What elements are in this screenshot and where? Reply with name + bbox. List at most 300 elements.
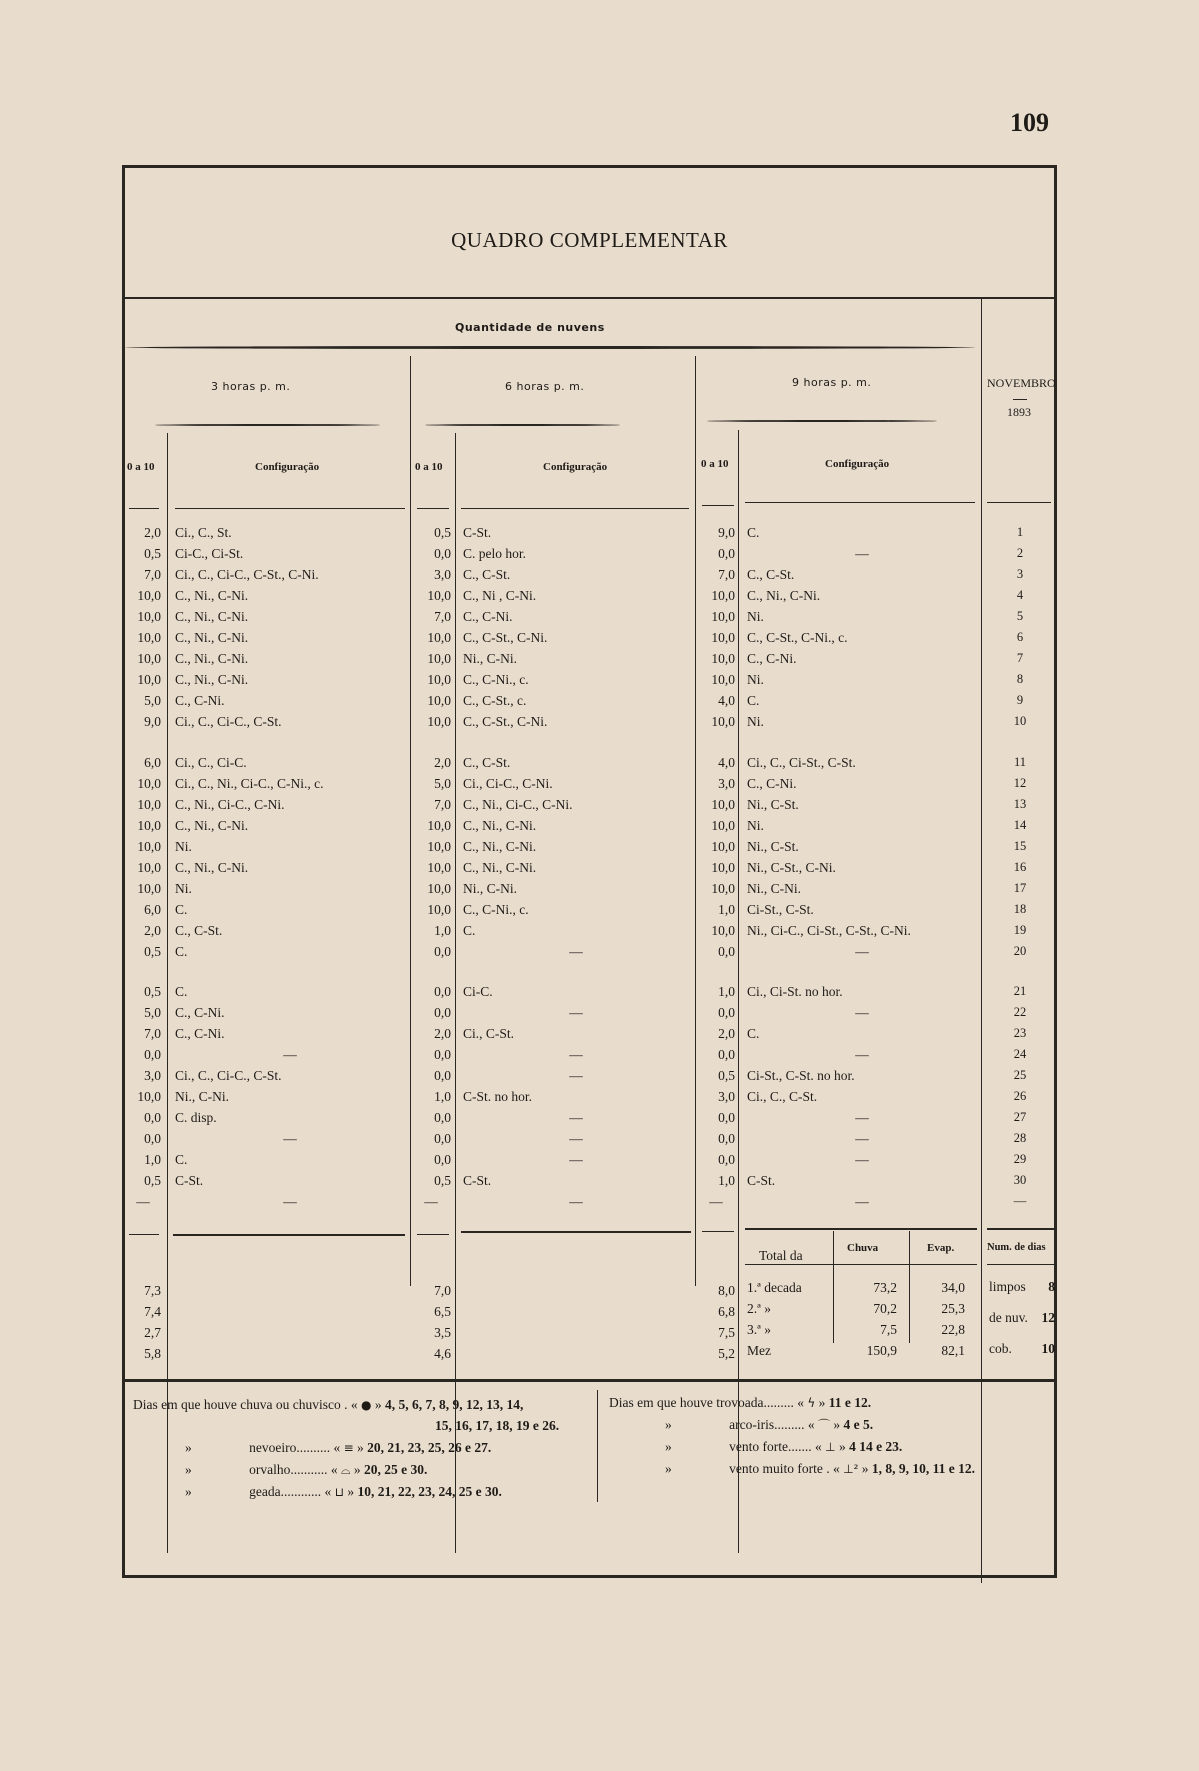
summary-9-value: 6,8 — [718, 1304, 735, 1319]
config-9-cell: C., C-St. — [747, 567, 795, 582]
config-6-cell: C. — [463, 923, 476, 938]
footer-rain — [133, 1394, 523, 1416]
table-row — [125, 899, 1054, 920]
scale-9-cell: 10,0 — [711, 651, 735, 666]
config-9-cell: Ci-St., C-St. — [747, 902, 814, 917]
day-cell: 8 — [1016, 672, 1024, 686]
rainbow-mark: » — [833, 1417, 841, 1432]
dew-lead: « — [330, 1462, 338, 1477]
dew-arc-icon: ⌓ — [341, 1463, 351, 1477]
scale-9-cell: 3,0 — [718, 776, 735, 791]
thunder-lead: « — [797, 1395, 804, 1410]
table-title: QUADRO COMPLEMENTAR — [451, 228, 728, 252]
config-9-cell: Ni., C-St., C-Ni. — [747, 860, 836, 875]
scale-6-cell: 10,0 — [427, 630, 451, 645]
scale-6-cell: 0,0 — [434, 944, 451, 959]
config-3-cell: C. — [175, 1152, 188, 1167]
summary-9-value: 5,2 — [718, 1346, 735, 1361]
config-3-cell: C., Ni., C-Ni. — [175, 860, 249, 875]
rain-days: 4, 5, 6, 7, 8, 9, 12, 13, 14, — [384, 1397, 524, 1412]
config-9-cell: — — [855, 944, 869, 959]
config-9-cell: C. — [747, 525, 760, 540]
config-3-cell: — — [283, 1194, 297, 1209]
config-9-cell: C., C-Ni. — [747, 776, 797, 791]
config-6-cell: C. pelo hor. — [463, 546, 526, 561]
wind-strong-icon: ⊥² — [843, 1462, 859, 1476]
thunder-days: 11 e 12. — [828, 1395, 872, 1410]
scale-9-cell: 10,0 — [711, 609, 735, 624]
rain-label: chuva ou chuvisco . — [240, 1397, 348, 1412]
rain-lead: « — [350, 1397, 358, 1412]
day-cell: 10 — [1013, 714, 1027, 728]
scale-3-cell: 3,0 — [144, 1068, 161, 1083]
summary-3-value: 7,4 — [144, 1304, 161, 1319]
summary-9-value: 8,0 — [718, 1283, 735, 1298]
fog-lead: « — [333, 1440, 341, 1455]
subheader-rule-month — [987, 502, 1051, 503]
rainbow-lead: « — [807, 1417, 815, 1432]
config-3-cell: C-St. — [175, 1173, 204, 1188]
rainbow-ditto: » — [665, 1417, 672, 1432]
table-row — [125, 1065, 1054, 1086]
config-9-cell: Ni., Ci-C., Ci-St., C-St., C-Ni. — [747, 923, 911, 938]
scale-6-cell: 7,0 — [434, 797, 451, 812]
thunder-icon: ϟ — [807, 1396, 816, 1410]
scale-6-cell: 1,0 — [434, 923, 451, 938]
header-rule — [125, 297, 1057, 299]
config-9-cell: — — [855, 1194, 869, 1209]
scale-6-cell: 10,0 — [427, 651, 451, 666]
day-cell: 1 — [1016, 525, 1024, 539]
numdias-header: Num. de dias — [987, 1242, 1046, 1253]
config-6-cell: — — [569, 1005, 583, 1020]
scale-3-cell: 10,0 — [137, 651, 161, 666]
config-9-cell: C. — [747, 693, 760, 708]
frost-dots: ............ — [280, 1484, 322, 1499]
frost-ditto: » — [185, 1484, 192, 1499]
subheader-rule-3a — [129, 508, 159, 509]
config-6-cell: C-St. no hor. — [463, 1089, 533, 1104]
scale-3-cell: 0,5 — [144, 984, 161, 999]
scale-9-cell: 3,0 — [718, 1089, 735, 1104]
day-cell: 18 — [1013, 902, 1027, 916]
config-9-cell: C. — [747, 1026, 760, 1041]
day-cell: 20 — [1013, 944, 1027, 958]
config-6-cell: — — [569, 1131, 583, 1146]
summary-header-rule — [745, 1264, 977, 1265]
scale-6-cell: 10,0 — [427, 902, 451, 917]
day-cell: 23 — [1013, 1026, 1027, 1040]
config-3-cell: C., Ni., Ci-C., C-Ni. — [175, 797, 285, 812]
wind-lead: « — [814, 1439, 822, 1454]
scale-9-cell: 1,0 — [718, 902, 735, 917]
table-row — [125, 648, 1054, 669]
subheader-rule-6a — [417, 508, 449, 509]
config-6-cell: — — [569, 1194, 583, 1209]
scale-6-cell: 0,0 — [434, 1131, 451, 1146]
scale-9-cell: 10,0 — [711, 818, 735, 833]
table-row — [125, 627, 1054, 648]
config-3-header: Configuração — [255, 461, 320, 473]
scale-6-cell: 3,0 — [434, 567, 451, 582]
config-6-cell: C., C-St., C-Ni. — [463, 714, 548, 729]
fog-label: nevoeiro — [249, 1440, 297, 1455]
day-cell: 7 — [1016, 651, 1024, 665]
config-3-cell: C. disp. — [175, 1110, 217, 1125]
config-9-cell: — — [855, 1047, 869, 1062]
config-3-cell: Ci., C., St. — [175, 525, 232, 540]
config-9-cell: Ci., Ci-St. no hor. — [747, 984, 843, 999]
day-cell: 13 — [1013, 797, 1027, 811]
day-cell: 5 — [1016, 609, 1024, 623]
scale-3-cell: 10,0 — [137, 630, 161, 645]
scale-6-cell: 0,5 — [434, 1173, 451, 1188]
table-row — [125, 1128, 1054, 1149]
footer-rain-2: 15, 16, 17, 18, 19 e 26. — [435, 1418, 560, 1433]
summary-evap-value: 25,3 — [941, 1301, 965, 1316]
summary-chuva-value: 73,2 — [873, 1280, 897, 1295]
chuva-left-divider — [833, 1231, 834, 1343]
scale-6-cell: 0,0 — [434, 546, 451, 561]
subheader-rule-3b — [175, 508, 405, 509]
scale-3-cell: 10,0 — [137, 881, 161, 896]
summary-rule-month — [987, 1228, 1057, 1230]
config-6-cell: C-St. — [463, 525, 492, 540]
config-6-cell: C., Ni., Ci-C., C-Ni. — [463, 797, 573, 812]
scale-3-cell: 5,0 — [144, 1005, 161, 1020]
rainbow-label: arco-iris — [729, 1417, 775, 1432]
period-3-label: 3 horas p. m. — [211, 380, 291, 393]
scale-9-cell: 10,0 — [711, 672, 735, 687]
table-row — [125, 1149, 1054, 1170]
table-row — [125, 752, 1054, 773]
config-6-header: Configuração — [543, 461, 608, 473]
table-row — [125, 1170, 1054, 1191]
config-6-cell: Ni., C-Ni. — [463, 881, 517, 896]
table-row — [125, 981, 1054, 1002]
summary-rule-9b — [745, 1228, 977, 1230]
wind-strong-days: 1, 8, 9, 10, 11 e 12. — [871, 1461, 975, 1476]
num-days-value: 12 — [1041, 1310, 1055, 1325]
table-row — [125, 543, 1054, 564]
config-6-cell: C., Ni , C-Ni. — [463, 588, 537, 603]
summary-chuva-value: 7,5 — [880, 1322, 897, 1337]
wind-label: vento forte — [729, 1439, 788, 1454]
footer-rainbow — [665, 1414, 873, 1436]
scale-6-cell: 10,0 — [427, 672, 451, 687]
day-cell: 11 — [1013, 755, 1027, 769]
table-row — [125, 1044, 1054, 1065]
scale-3-cell: 0,0 — [144, 1047, 161, 1062]
group-header: Quantidade de nuvens — [455, 321, 605, 334]
config-3-cell: C., Ni., C-Ni. — [175, 630, 249, 645]
footer-wind — [665, 1436, 902, 1458]
summary-rule-9a — [702, 1231, 734, 1232]
day-cell: 29 — [1013, 1152, 1027, 1166]
wind-days: 4 14 e 23. — [849, 1439, 903, 1454]
scale-9-cell: 2,0 — [718, 1026, 735, 1041]
config-9-cell: C., C-St., C-Ni., c. — [747, 630, 848, 645]
day-cell: 26 — [1013, 1089, 1027, 1103]
wind-strong-lead: « — [832, 1461, 840, 1476]
config-3-cell: C., Ni., C-Ni. — [175, 651, 249, 666]
summary-period-label: Mez — [747, 1343, 771, 1358]
frost-lead: « — [324, 1484, 332, 1499]
dew-dots: ........... — [290, 1462, 328, 1477]
summary-3-value: 5,8 — [144, 1346, 161, 1361]
table-row — [125, 585, 1054, 606]
table-row — [125, 1191, 1054, 1212]
wind-strong-label: vento muito forte . — [729, 1461, 830, 1476]
config-3-cell: Ci., C., Ci-C., C-St. — [175, 1068, 282, 1083]
config-9-cell: Ni., C-St. — [747, 797, 799, 812]
wind-dots: ....... — [787, 1439, 812, 1454]
config-9-cell: Ni. — [747, 714, 764, 729]
wind-strong-ditto: » — [665, 1461, 672, 1476]
config-9-cell: Ci-St., C-St. no hor. — [747, 1068, 855, 1083]
table-row — [125, 1002, 1054, 1023]
scale-3-cell: 10,0 — [137, 818, 161, 833]
config-3-cell: Ni., C-Ni. — [175, 1089, 229, 1104]
table-row — [125, 857, 1054, 878]
frost-mark: » — [347, 1484, 355, 1499]
scale-3-cell: 0,0 — [144, 1110, 161, 1125]
summary-3-value: 2,7 — [144, 1325, 161, 1340]
scale-6-cell: 10,0 — [427, 588, 451, 603]
day-cell: 2 — [1016, 546, 1024, 560]
scale-3-cell: — — [136, 1194, 150, 1209]
config-6-cell: C., C-Ni., c. — [463, 672, 529, 687]
day-cell: 28 — [1013, 1131, 1027, 1145]
scale-6-cell: 10,0 — [427, 714, 451, 729]
config-6-cell: — — [569, 1068, 583, 1083]
summary-9-value: 7,5 — [718, 1325, 735, 1340]
scale-6-cell: 0,5 — [434, 525, 451, 540]
rainbow-icon: ⌒ — [817, 1418, 830, 1432]
scale-6-cell: 0,0 — [434, 1068, 451, 1083]
scale-9-cell: 9,0 — [718, 525, 735, 540]
fog-dots: .......... — [296, 1440, 331, 1455]
footer-fog — [185, 1437, 491, 1459]
scale-6-cell: 7,0 — [434, 609, 451, 624]
scale-6-cell: 10,0 — [427, 693, 451, 708]
summary-chuva-value: 150,9 — [866, 1343, 897, 1358]
config-3-cell: C., C-Ni. — [175, 693, 225, 708]
dew-ditto: » — [185, 1462, 192, 1477]
config-6-cell: C., C-Ni., c. — [463, 902, 529, 917]
scale-9-cell: 10,0 — [711, 797, 735, 812]
rain-intro: Dias em que houve — [133, 1397, 237, 1412]
scale-9-cell: 4,0 — [718, 755, 735, 770]
num-days-label: limpos — [989, 1279, 1026, 1294]
table-frame — [122, 165, 1057, 1578]
scale-6-cell: 0,0 — [434, 984, 451, 999]
scale-3-cell: 10,0 — [137, 1089, 161, 1104]
config-9-cell: Ni. — [747, 672, 764, 687]
config-3-cell: Ci-C., Ci-St. — [175, 546, 244, 561]
config-3-cell: C., C-Ni. — [175, 1005, 225, 1020]
config-6-cell: Ci., C-St. — [463, 1026, 515, 1041]
wind-strong-mark: » — [861, 1461, 869, 1476]
config-3-cell: Ni. — [175, 881, 192, 896]
day-cell: 21 — [1013, 984, 1027, 998]
config-3-cell: Ci., C., Ni., Ci-C., C-Ni., c. — [175, 776, 324, 791]
scale-9-cell: 0,0 — [718, 1005, 735, 1020]
scale-9-cell: 1,0 — [718, 1173, 735, 1188]
scale-9-cell: 10,0 — [711, 923, 735, 938]
config-6-cell: C., C-Ni. — [463, 609, 513, 624]
scale-9-cell: 0,0 — [718, 944, 735, 959]
config-9-cell: — — [855, 1152, 869, 1167]
thunder-intro: Dias em que houve — [609, 1395, 713, 1410]
fog-ditto: » — [185, 1440, 192, 1455]
scale-9-cell: 0,0 — [718, 1131, 735, 1146]
scale-9-cell: 1,0 — [718, 984, 735, 999]
config-6-cell: — — [569, 1047, 583, 1062]
num-days-label: de nuv. — [989, 1310, 1028, 1325]
config-9-cell: C-St. — [747, 1173, 776, 1188]
subheader-rule-6b — [461, 508, 689, 509]
config-6-cell: C., C-St. — [463, 755, 511, 770]
day-cell: 25 — [1013, 1068, 1027, 1082]
scale-6-cell: 0,0 — [434, 1047, 451, 1062]
wind-icon: ⊥ — [825, 1440, 836, 1454]
scale-3-cell: 6,0 — [144, 902, 161, 917]
period-6-label: 6 horas p. m. — [505, 380, 585, 393]
scale-3-cell: 5,0 — [144, 693, 161, 708]
config-3-cell: C., C-Ni. — [175, 1026, 225, 1041]
config-9-cell: — — [855, 546, 869, 561]
scale-3-cell: 10,0 — [137, 672, 161, 687]
scale-3-cell: 10,0 — [137, 609, 161, 624]
config-9-cell: Ci., C., C-St. — [747, 1089, 818, 1104]
config-3-cell: Ci., C., Ci-C., C-St. — [175, 714, 282, 729]
scale-3-cell: 9,0 — [144, 714, 161, 729]
summary-rule-6a — [417, 1234, 449, 1235]
config-3-cell: C., Ni., C-Ni. — [175, 609, 249, 624]
total-label: Total da — [759, 1248, 803, 1263]
config-6-cell: C-St. — [463, 1173, 492, 1188]
num-days-value: 8 — [1048, 1279, 1055, 1294]
scale-9-cell: 0,5 — [718, 1068, 735, 1083]
summary-rule-6b — [461, 1231, 691, 1233]
table-row — [125, 836, 1054, 857]
scale-9-cell: 10,0 — [711, 630, 735, 645]
footer-dew — [185, 1459, 427, 1481]
summary-period-label: 1.ª decada — [747, 1280, 802, 1295]
period-9-swash — [707, 420, 937, 422]
scale-3-cell: 10,0 — [137, 839, 161, 854]
day-cell: 16 — [1013, 860, 1027, 874]
table-row — [125, 564, 1054, 585]
day-cell: 19 — [1013, 923, 1027, 937]
scale-6-cell: 2,0 — [434, 1026, 451, 1041]
table-row — [125, 878, 1054, 899]
config-3-cell: C. — [175, 984, 188, 999]
fog-lines-icon: ≡ — [343, 1441, 354, 1455]
summary-6-value: 3,5 — [434, 1325, 451, 1340]
config-6-cell: — — [569, 944, 583, 959]
scale-6-cell: 10,0 — [427, 818, 451, 833]
table-row — [125, 1107, 1054, 1128]
config-9-cell: Ni. — [747, 818, 764, 833]
rain-dot-icon: ● — [360, 1398, 372, 1412]
config-6-cell: C., C-St., c. — [463, 693, 527, 708]
scale-9-cell: 0,0 — [718, 1047, 735, 1062]
summary-evap-value: 34,0 — [941, 1280, 965, 1295]
table-row — [125, 711, 1054, 732]
footer-wind-strong — [665, 1458, 975, 1480]
scale-9-cell: 0,0 — [718, 546, 735, 561]
table-row — [125, 1023, 1054, 1044]
fog-days: 20, 21, 23, 25, 26 e 27. — [367, 1440, 492, 1455]
rainbow-dots: ......... — [774, 1417, 805, 1432]
config-9-cell: C., Ni., C-Ni. — [747, 588, 821, 603]
scale-3-cell: 7,0 — [144, 567, 161, 582]
config-6-cell: Ci-C. — [463, 984, 493, 999]
config-3-cell: — — [283, 1047, 297, 1062]
scale-6-cell: — — [424, 1194, 438, 1209]
config-6-cell: Ni., C-Ni. — [463, 651, 517, 666]
wind-ditto: » — [665, 1439, 672, 1454]
thunder-mark: » — [818, 1395, 826, 1410]
scale-9-cell: 10,0 — [711, 714, 735, 729]
scale-3-cell: 0,5 — [144, 546, 161, 561]
config-9-cell: Ni. — [747, 609, 764, 624]
rain-mark: » — [374, 1397, 382, 1412]
subheader-rule-9b — [745, 502, 975, 503]
config-9-cell: — — [855, 1110, 869, 1125]
day-cell: — — [1013, 1194, 1027, 1208]
rainbow-days: 4 e 5. — [843, 1417, 874, 1432]
scale-6-cell: 0,0 — [434, 1152, 451, 1167]
month-year-dash — [1013, 399, 1027, 400]
footer-thunder — [609, 1392, 871, 1414]
table-row — [125, 815, 1054, 836]
scale-3-cell: 6,0 — [144, 755, 161, 770]
day-cell: 4 — [1016, 588, 1024, 602]
config-3-cell: C., Ni., C-Ni. — [175, 818, 249, 833]
scale-9-cell: — — [709, 1194, 723, 1209]
scale-9-cell: 10,0 — [711, 860, 735, 875]
scale-6-cell: 10,0 — [427, 881, 451, 896]
footer-frost — [185, 1481, 502, 1503]
config-9-cell: Ni., C-St. — [747, 839, 799, 854]
dew-days: 20, 25 e 30. — [364, 1462, 428, 1477]
scale-9-cell: 0,0 — [718, 1110, 735, 1125]
config-3-cell: Ci., C., Ci-C., C-St., C-Ni. — [175, 567, 319, 582]
wind-mark: » — [838, 1439, 846, 1454]
table-row — [125, 690, 1054, 711]
frost-bracket-icon: ⊔ — [334, 1485, 344, 1499]
summary-evap-value: 22,8 — [941, 1322, 965, 1337]
table-row — [125, 1086, 1054, 1107]
frost-days: 10, 21, 22, 23, 24, 25 e 30. — [357, 1484, 502, 1499]
summary-6-value: 6,5 — [434, 1304, 451, 1319]
table-row — [125, 522, 1054, 543]
scale-9-header: 0 a 10 — [701, 458, 729, 470]
scale-6-cell: 2,0 — [434, 755, 451, 770]
subheader-rule-9a — [702, 505, 734, 506]
table-row — [125, 773, 1054, 794]
scale-9-cell: 0,0 — [718, 1152, 735, 1167]
config-3-cell: C., Ni., C-Ni. — [175, 588, 249, 603]
day-cell: 30 — [1013, 1173, 1027, 1187]
config-3-cell: C., C-St. — [175, 923, 223, 938]
config-3-cell: C., Ni., C-Ni. — [175, 672, 249, 687]
evap-left-divider — [909, 1231, 910, 1343]
config-3-cell: Ci., C., Ci-C. — [175, 755, 247, 770]
